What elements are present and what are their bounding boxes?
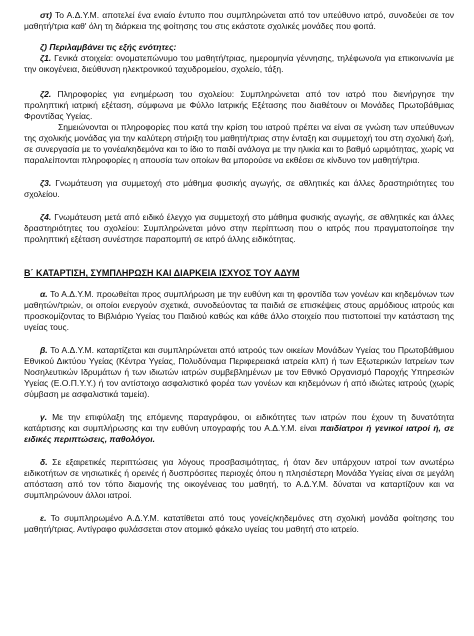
- paragraph-z3: [24, 178, 454, 200]
- section-heading: Β΄ ΚΑΤΑΡΤΙΣΗ, ΣΥΜΠΛΗΡΩΣΗ ΚΑΙ ΔΙΑΡΚΕΙΑ ΙΣΧΥΟΣ ΤΟΥ ΑΔΥΜ: [24, 268, 300, 278]
- paragraph-a-text: Το Α.Δ.Υ.Μ. προωθείται προς συμπλήρωση με την ευθύνη και τη φροντίδα των γονέων και κηδεμόνων των μαθητών/τριών, οι οποίοι ενεργούν σχετικά, συνοδεύοντας τα παιδιά σε επισκέψεις στους αρμόδιους ιατρούς και προσκομίζοντας το Βιβλιάριο Υγείας του Παιδιού καθώς και κάθε άλλο στοιχείο που πιστοποιεί την κατάσταση της υγείας τους.: [24, 289, 454, 332]
- paragraph-d-text: Σε εξαιρετικές περιπτώσεις για λόγους προσβασιμότητας, ή όταν δεν υπάρχουν ιατροί των ανωτέρω ειδικοτήτων σε νησιωτικές ή ορεινές ή δυσπρόσιτες περιοχές όπου η πλησιέστερη Μονάδα Υγείας είναι σε μεγάλη απόσταση από τον τόπο διαμονής της οικογένειας του μαθητή, το Α.Δ.Υ.Μ. δύναται να καταρτίζουν και να συμπληρώνουν άλλοι ιατροί.: [24, 457, 454, 500]
- paragraph-g-text: Με την επιφύλαξη της επόμενης παραγράφου, οι ειδικότητες των ιατρών που έχουν τη δυνατότητα κατάρτισης και συμπλήρωσης και την ευθύνη υπογραφής του Α.Δ.Υ.Μ. είναι: [24, 412, 454, 433]
- paragraph-st-label: στ): [40, 10, 52, 20]
- paragraph-z4: [24, 212, 454, 245]
- paragraph-b: [24, 345, 454, 400]
- paragraph-e-label: ε.: [40, 513, 47, 523]
- paragraph-z2-label: ζ2.: [40, 89, 52, 99]
- paragraph-a: [24, 289, 454, 333]
- paragraph-z3-label: ζ3.: [40, 178, 52, 188]
- paragraph-g-label: γ.: [40, 412, 48, 422]
- paragraph-g-bold-text: παιδίατροι ή γενικοί ιατροί ή, σε ειδικές περιπτώσεις, παθολόγοι.: [24, 423, 455, 444]
- paragraph-g: [24, 412, 454, 445]
- sections-intro: [24, 42, 454, 53]
- paragraph-e-text: Το συμπληρωμένο Α.Δ.Υ.Μ. κατατίθεται από τους γονείς/κηδεμόνες στη σχολική μονάδα φοίτησης του μαθητή/τριας. Αντίγραφο φυλάσσεται στον ατομικό φάκελο υγείας του μαθητή στο ιατρείο.: [24, 513, 454, 534]
- paragraph-z2-text: Πληροφορίες για ενημέρωση του σχολείου: Συμπληρώνεται από τον ιατρό που διενήργησε την προληπτική ιατρική εξέταση, σύμφωνα με Φύλλο Ιατρικής Εξέτασης που διαθέτουν οι Μονάδες Πρωτοβάθμιας Φροντίδας Υγείας.: [24, 89, 454, 121]
- paragraph-z1: [24, 53, 454, 75]
- paragraph-a-label: α.: [40, 289, 48, 299]
- paragraph-st-text: Το Α.Δ.Υ.Μ. αποτελεί ένα ενιαίο έντυπο που συμπληρώνεται από τον υπεύθυνο ιατρό, συνοδεύει σε τον μαθητή/τρια καθ' όλη τη διάρκεια της φοίτησης του στις εκάστοτε σχολικές μονάδες που φοιτά.: [24, 10, 454, 31]
- paragraph-z1-label: ζ1.: [40, 53, 52, 63]
- paragraph-z2-notes-text: Σημειώνονται οι πληροφορίες που κατά την κρίση του ιατρού πρέπει να είναι σε γνώση των υπεύθυνων της σχολικής μονάδας για την καλύτερη στήριξη του μαθητή/τριας στην ένταξη και συμμετοχή του στη σχολική ζωή, σε συνεργασία με το γονέα/κηδεμόνα και το ίδιο το παιδί ανάλογα με την ηλικία και το βαθμό ωριμότητας, χωρίς να παραλείπονται πληροφορίες η απουσία των οποίων θα μπορούσε να εκθέσει σε κίνδυνο τον μαθητή/τρια.: [24, 122, 454, 165]
- paragraph-z2: [24, 89, 454, 122]
- paragraph-z3-text: Γνωμάτευση για συμμετοχή στο μάθημα φυσικής αγωγής, σε αθλητικές και άλλες δραστηριότητες του σχολείου.: [24, 178, 454, 199]
- sections-intro-label: ζ) Περιλαμβάνει τις εξής ενότητες:: [40, 42, 177, 52]
- paragraph-z1-text: Γενικά στοιχεία: ονοματεπώνυμο του μαθητή/τριας, ημερομηνία γέννησης, τηλέφωνο/α για επικοινωνία με την οικογένεια, διεύθυνση ηλεκτρονικού ταχυδρομείου, σχολείο, τάξη.: [24, 53, 454, 74]
- paragraph-b-text: Το Α.Δ.Υ.Μ. καταρτίζεται και συμπληρώνεται από ιατρούς των οικείων Μονάδων Υγείας του Πρωτοβάθμιου Εθνικού Δικτύου Υγείας (Κέντρα Υγείας, Πολυδύναμα Περιφερειακά ιατρεία κλπ) ή των Εξωτερικών Ιατρείων των Νοσηλευτικών Ιδρυμάτων ή των ιδιωτών ιατρών συμβεβλημένων με τον Εθνικό Οργανισμό Παροχής Υπηρεσιών Υγείας (Ε.Ο.Π.Υ.Υ.) ή τον αντίστοιχο ασφαλιστικό φορέα των γονέων και κηδεμόνων ή από ιδιώτες ιατρούς (χωρίς σύμβαση με ασφαλιστικά ταμεία).: [24, 345, 454, 399]
- paragraph-z4-label: ζ4.: [40, 212, 52, 222]
- paragraph-z4-text: Γνωμάτευση μετά από ειδικό έλεγχο για συμμετοχή στο μάθημα φυσικής αγωγής, σε αθλητικές και άλλες δραστηριότητες του σχολείου: Συμπληρώνεται μόνο στην περίπτωση που ο ιατρός που πραγματοποίησε την προληπτική εξέταση συνέστησε παραπομπή σε ιατρό άλλης ειδικότητας.: [24, 212, 454, 244]
- paragraph-e: [24, 513, 454, 535]
- paragraph-b-label: β.: [40, 345, 48, 355]
- paragraph-d-label: δ.: [40, 457, 48, 467]
- paragraph-st: [24, 10, 454, 32]
- paragraph-z2-notes: [24, 122, 454, 166]
- paragraph-d: [24, 457, 454, 501]
